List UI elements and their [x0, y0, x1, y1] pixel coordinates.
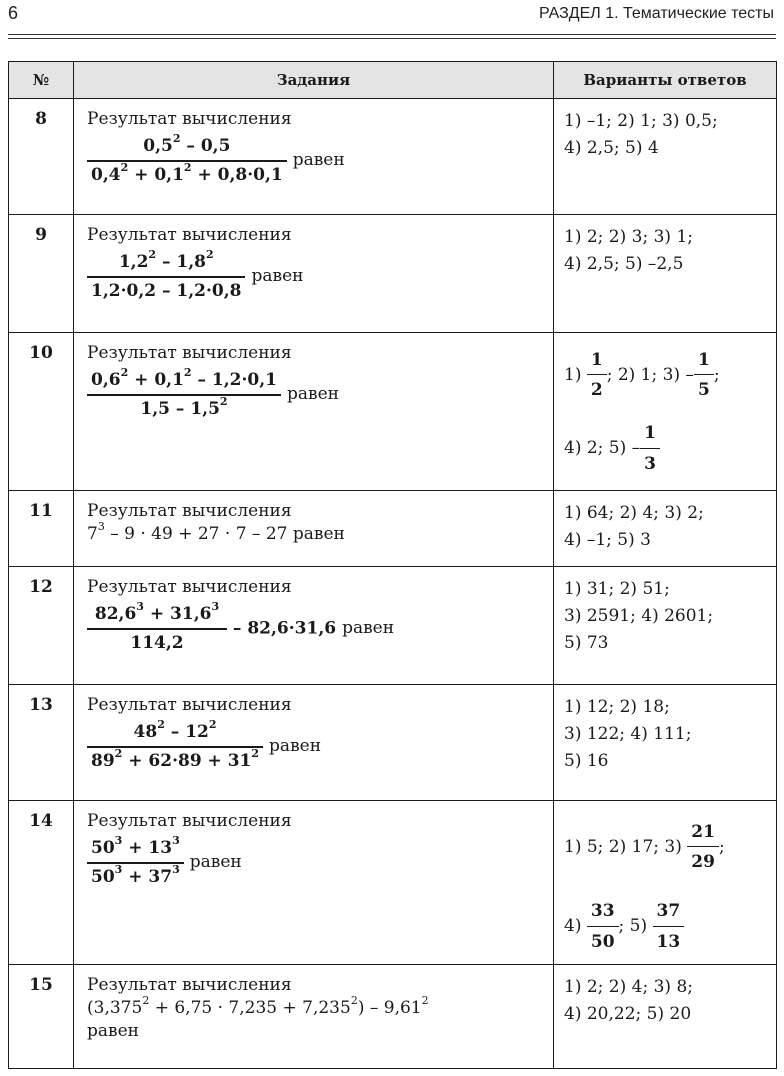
answers-cell	[554, 567, 777, 685]
answers-line: 4) 20,22; 5) 20	[564, 1004, 692, 1025]
column-header-number: №	[9, 62, 74, 99]
task-number: 12	[9, 567, 74, 685]
task-expression: $\frac{50^3 + 13^3}{50^3 + 37^3}$ равен	[87, 837, 553, 889]
answers-line: 5) 73	[564, 633, 609, 654]
task-intro: Результат вычисления	[87, 577, 292, 597]
answers-line: 1) 12; 2) 18;	[564, 697, 670, 717]
task-number: 11	[9, 491, 74, 567]
task-tail: равен	[292, 150, 345, 171]
task-cell	[74, 567, 554, 685]
task-number: 10	[9, 333, 74, 491]
task-intro: Результат вычисления	[87, 501, 292, 521]
header-rule	[8, 38, 776, 39]
task-number: 14	[9, 801, 74, 965]
table-row	[9, 567, 777, 685]
task-intro: Результат вычисления	[87, 343, 292, 363]
answers-cell	[554, 491, 777, 567]
task-tail: равен	[342, 618, 395, 639]
task-number: 13	[9, 685, 74, 801]
task-cell	[74, 965, 554, 1069]
answers-line: 1) 5; 2) 17; 3) $\frac{21}{29}$ ;	[564, 837, 725, 857]
task-number: 15	[9, 965, 74, 1069]
task-tail: равен	[87, 1020, 139, 1041]
table-row	[9, 491, 777, 567]
task-number: 8	[9, 99, 74, 215]
task-intro: Результат вычисления	[87, 695, 292, 715]
tests-table	[8, 61, 777, 1069]
task-intro: Результат вычисления	[87, 975, 292, 995]
answers-line: 1) 31; 2) 51;	[564, 579, 670, 599]
task-tail: равен	[292, 523, 345, 544]
table-row	[9, 801, 777, 965]
task-cell	[74, 215, 554, 333]
column-header-answers: Варианты ответов	[554, 62, 777, 99]
task-expression: $\frac{82,6^3 + 31,6^3}{114,2}$ – 82,6·31,6 равен	[87, 603, 553, 655]
answers-line: 1) 64; 2) 4; 3) 2;	[564, 503, 704, 523]
task-tail: равен	[189, 852, 242, 873]
table-row	[9, 99, 777, 215]
answers-cell	[554, 215, 777, 333]
table-row	[9, 333, 777, 491]
answers-cell	[554, 99, 777, 215]
answers-line: 3) 2591; 4) 2601;	[564, 606, 714, 627]
task-expression: $\frac{0,6^2 + 0,1^2 - 1,2\cdot 0,1}{1,5 - 1,5^2}$ равен	[87, 369, 553, 421]
answers-cell	[554, 965, 777, 1069]
answers-line: 4) 2; 5) – $\frac{1}{3}$	[564, 420, 660, 477]
answers-line: 4) 2,5; 5) –2,5	[564, 254, 684, 275]
answers-line: 1) 2; 2) 4; 3) 8;	[564, 977, 693, 997]
column-header-tasks: Задания	[74, 62, 554, 99]
answers-line: 1) 2; 2) 3; 3) 1;	[564, 227, 693, 247]
task-number: 9	[9, 215, 74, 333]
table-row	[9, 965, 777, 1069]
task-intro: Результат вычисления	[87, 811, 292, 831]
task-tail: равен	[286, 384, 339, 405]
task-expression: $\frac{0,5^2 - 0,5}{0,4^2 + 0,1^2 + 0,8\cdot 0,1}$ равен	[87, 135, 553, 187]
task-expression: $7^3 - 9 \cdot 49 + 27 \cdot 7 - 27$	[87, 519, 293, 544]
task-cell	[74, 685, 554, 801]
task-cell	[74, 491, 554, 567]
answers-line: 4) –1; 5) 3	[564, 530, 651, 551]
task-intro: Результат вычисления	[87, 109, 292, 129]
answers-line: 1) –1; 2) 1; 3) 0,5;	[564, 111, 718, 131]
task-intro: Результат вычисления	[87, 225, 292, 245]
task-cell	[74, 99, 554, 215]
page-number: 6	[8, 3, 19, 23]
section-title: РАЗДЕЛ 1. Тематические тесты	[539, 5, 774, 22]
task-cell	[74, 801, 554, 965]
page-header	[0, 0, 784, 36]
table-row	[9, 685, 777, 801]
task-expression: $\frac{1,2^2 - 1,8^2}{1,2\cdot 0,2 - 1,2\cdot 0,8}$ равен	[87, 251, 553, 303]
task-expression: $\frac{48^2 - 12^2}{89^2 + 62\cdot 89 + 31^2}$ равен	[87, 721, 553, 773]
table-row	[9, 215, 777, 333]
header-rule	[8, 34, 776, 35]
answers-cell	[554, 801, 777, 965]
task-tail: равен	[269, 736, 322, 757]
task-tail: равен	[251, 266, 304, 287]
answers-line: 3) 122; 4) 111;	[564, 724, 692, 745]
answers-line: 4) 2,5; 5) 4	[564, 138, 659, 159]
answers-line: 1) $\frac{1}{2}$ ; 2) 1; 3) – $\frac{1}{5}$ ;	[564, 365, 720, 385]
task-expression: $(3,375^2 + 6,75 \cdot 7,235 + 7,235^2) - 9,61^2$	[87, 993, 429, 1018]
task-cell	[74, 333, 554, 491]
answers-line: 4) $\frac{33}{50}$ ; 5) $\frac{37}{13}$	[564, 898, 684, 955]
answers-cell	[554, 333, 777, 491]
answers-cell	[554, 685, 777, 801]
answers-line: 5) 16	[564, 751, 609, 772]
table-header-row	[9, 62, 777, 99]
